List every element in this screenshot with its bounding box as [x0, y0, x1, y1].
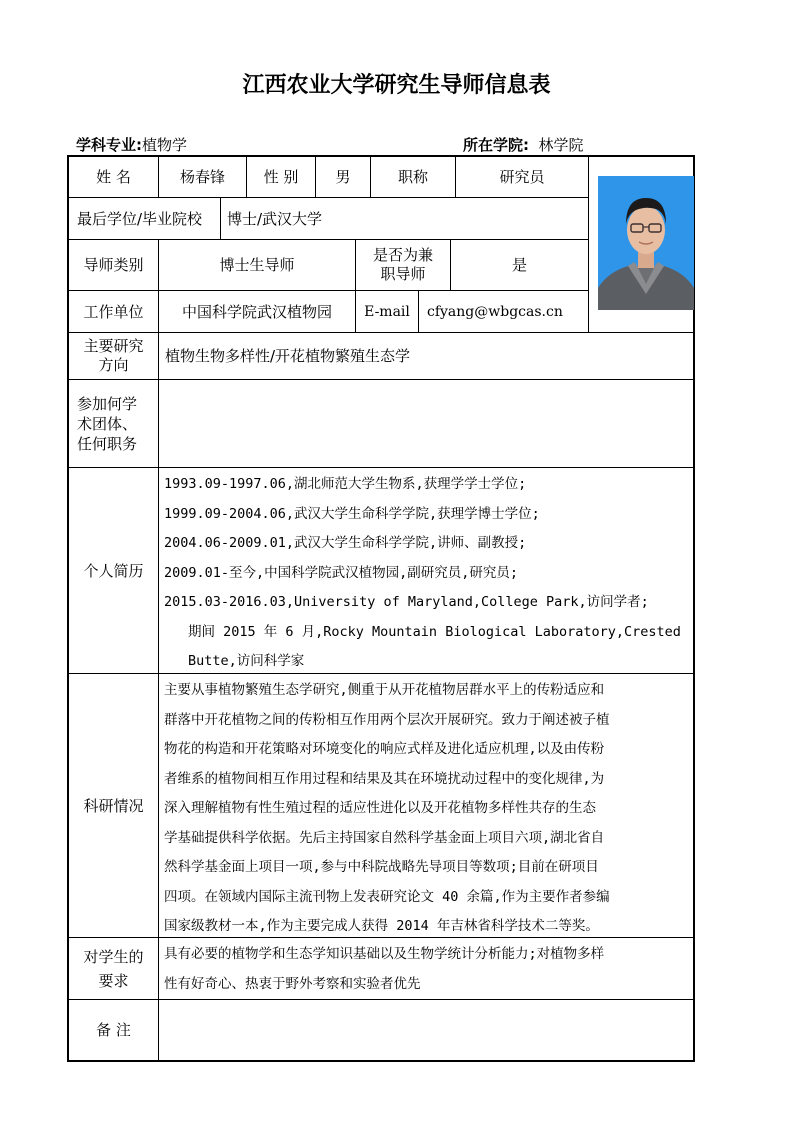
research-content — [158, 673, 693, 937]
resume-line: 期间 2015 年 6 月,Rocky Mountain Biological Laboratory,Crested — [188, 623, 681, 640]
requirement-line: 性有好奇心、热衷于野外考察和实验者优先 — [164, 975, 421, 992]
name-value: 杨春锋 — [158, 157, 246, 197]
resume-line: 2015.03-2016.03,University of Maryland,College Park,访问学者; — [164, 594, 649, 610]
research-line: 物花的构造和开花策略对环境变化的响应式样及进化适应机理,以及由传粉 — [164, 741, 605, 757]
work-label: 工作单位 — [69, 290, 158, 332]
degree-value: 博士/武汉大学 — [220, 197, 588, 239]
college-field — [463, 134, 584, 155]
portrait-photo — [598, 176, 694, 310]
work-value: 中国科学院武汉植物园 — [158, 290, 355, 332]
resume-label: 个人简历 — [69, 467, 158, 673]
subject-value: 植物学 — [142, 136, 188, 154]
resume-line: 2009.01-至今,中国科学院武汉植物园,副研究员,研究员; — [164, 564, 519, 581]
resume-content — [158, 467, 693, 673]
direction-value: 植物生物多样性/开花植物繁殖生态学 — [158, 332, 693, 379]
remarks-label: 备 注 — [69, 999, 158, 1060]
subject-field — [76, 134, 187, 155]
direction-label: 主要研究方向 — [69, 332, 158, 379]
research-line: 四项。在领域内国际主流刊物上发表研究论文 40 余篇,作为主要作者参编 — [164, 888, 610, 905]
requirement-content — [158, 937, 693, 999]
photo-cell — [588, 157, 589, 332]
email-label: E-mail — [355, 290, 418, 332]
degree-label: 最后学位/毕业院校 — [69, 197, 220, 239]
research-line: 主要从事植物繁殖生态学研究,侧重于从开花植物居群水平上的传粉适应和 — [164, 682, 605, 698]
research-line: 群落中开花植物之间的传粉相互作用两个层次开展研究。致力于阐述被子植 — [164, 711, 610, 728]
resume-line: 2004.06-2009.01,武汉大学生命科学学院,讲师、副教授; — [164, 535, 527, 551]
requirement-label: 对学生的要求 — [69, 937, 158, 999]
research-line: 然科学基金面上项目一项,参与中科院战略先导项目等数项;目前在研项目 — [164, 859, 599, 875]
research-line: 学基础提供科学依据。先后主持国家自然科学基金面上项目六项,湖北省自 — [164, 829, 605, 846]
college-value: 林学院 — [538, 136, 584, 154]
parttime-label: 是否为兼职导师 — [355, 239, 450, 290]
parttime-value: 是 — [450, 239, 588, 290]
type-value: 博士生导师 — [158, 239, 355, 290]
groups-label: 参加何学术团体、任何职务 — [69, 379, 158, 467]
resume-line: Butte,访问科学家 — [188, 653, 305, 669]
page-title: 江西农业大学研究生导师信息表 — [242, 72, 551, 98]
research-label: 科研情况 — [69, 673, 158, 937]
subject-label: 学科专业: — [76, 136, 142, 154]
remarks-value — [158, 999, 693, 1060]
college-label: 所在学院: — [463, 136, 529, 154]
research-line: 深入理解植物有性生殖过程的适应性进化以及开花植物多样性共存的生态 — [164, 800, 596, 816]
requirement-line: 具有必要的植物学和生态学知识基础以及生物学统计分析能力;对植物多样 — [164, 946, 605, 962]
type-label: 导师类别 — [69, 239, 158, 290]
resume-line: 1999.09-2004.06,武汉大学生命科学学院,获理学博士学位; — [164, 505, 540, 522]
gender-value: 男 — [315, 157, 370, 197]
research-line: 者维系的植物间相互作用过程和结果及其在环境扰动过程中的变化规律,为 — [164, 770, 605, 787]
research-line: 国家级教材一本,作为主要完成人获得 2014 年吉林省科学技术二等奖。 — [164, 918, 599, 934]
resume-line: 1993.09-1997.06,湖北师范大学生物系,获理学学士学位; — [164, 476, 527, 492]
groups-value — [158, 379, 693, 467]
title-value: 研究员 — [455, 157, 588, 197]
gender-label: 性 别 — [246, 157, 315, 197]
email-value[interactable]: cfyang@wbgcas.cn — [418, 290, 588, 332]
portrait-icon — [598, 176, 694, 310]
name-label: 姓 名 — [96, 168, 131, 186]
title-label: 职称 — [370, 157, 455, 197]
